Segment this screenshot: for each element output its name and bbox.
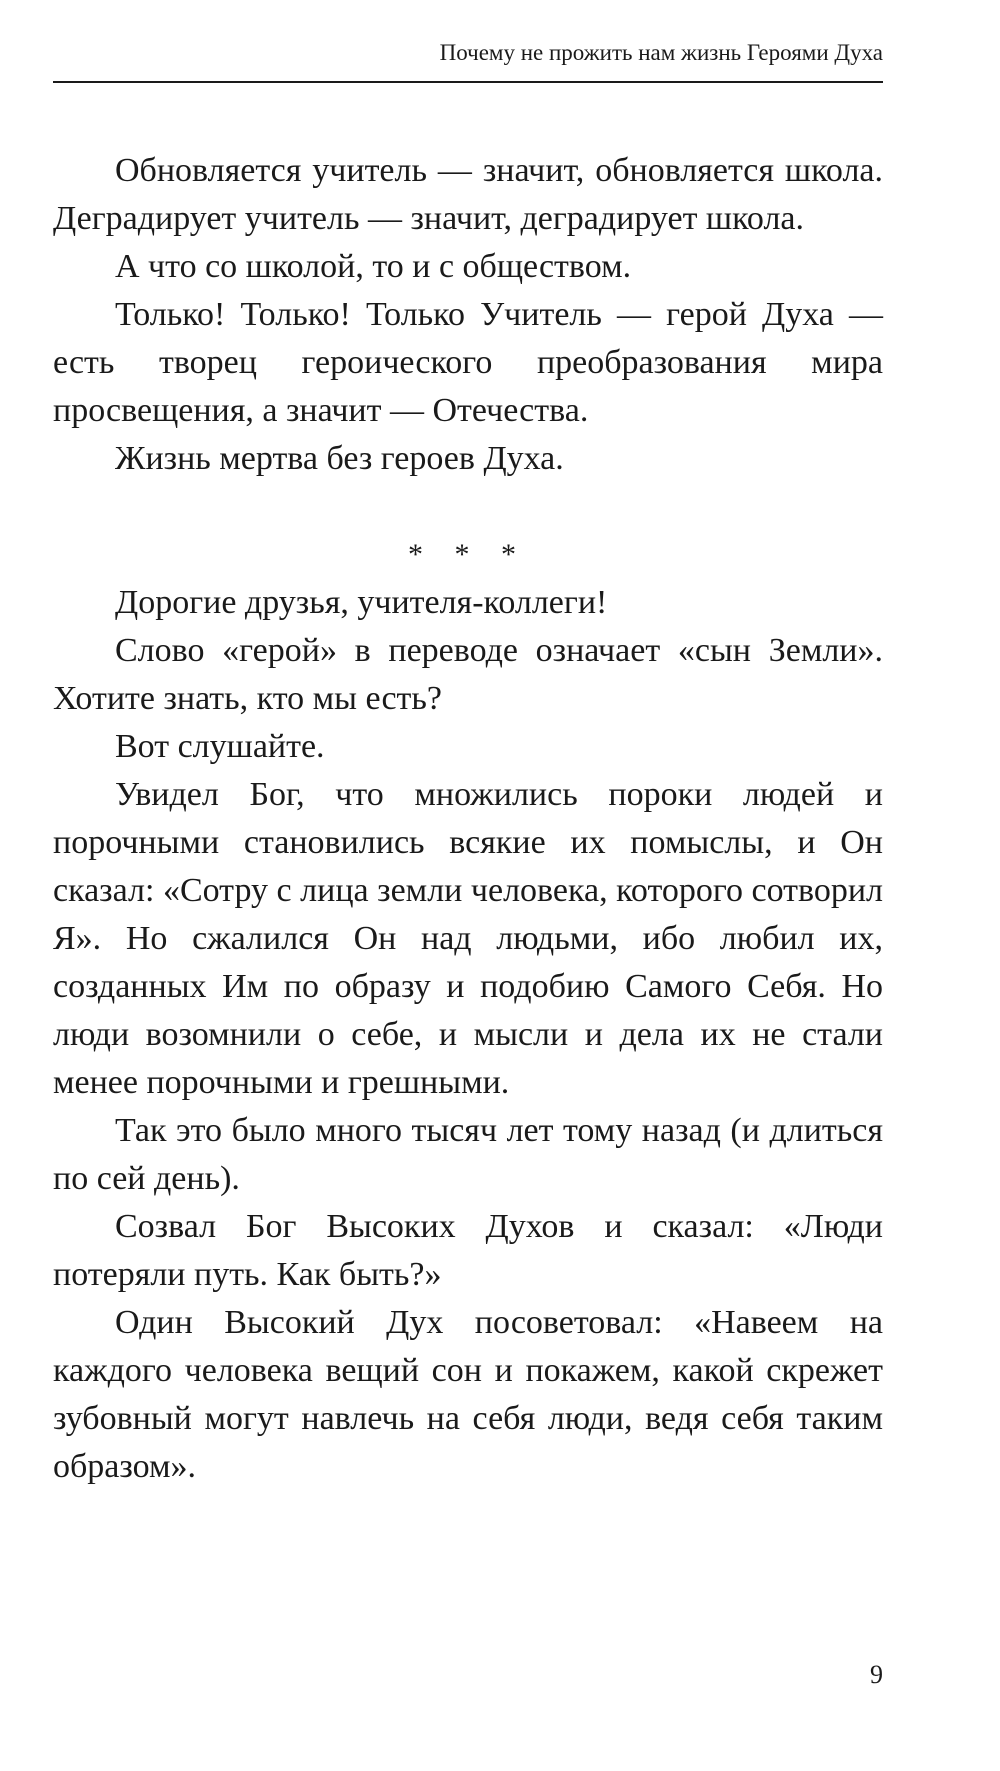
paragraph: Слово «герой» в переводе означает «сын Земли». Хотите знать, кто мы есть?	[53, 632, 883, 717]
body-text	[53, 147, 883, 1491]
section-separator: * * *	[408, 538, 528, 571]
paragraph: Созвал Бог Высоких Духов и сказал: «Люди потеряли путь. Как быть?»	[53, 1208, 883, 1293]
page-number: 9	[870, 1660, 883, 1689]
header-rule	[53, 81, 883, 83]
paragraph: Один Высокий Дух посоветовал: «Навеем на каждого человека вещий сон и покажем, какой скрежет зубовный могут навлечь на себя люди, ведя себя таким образом».	[53, 1304, 883, 1485]
paragraph: Только! Только! Только Учитель — герой Духа — есть творец героического преобразования мира просвещения, а значит — Отечества.	[53, 296, 883, 429]
running-head: Почему не прожить нам жизнь Героями Духа	[439, 40, 883, 65]
paragraph: А что со школой, то и с обществом.	[115, 248, 632, 285]
paragraph: Так это было много тысяч лет тому назад (и длиться по сей день).	[53, 1112, 883, 1197]
paragraph: Дорогие друзья, учителя-коллеги!	[115, 584, 608, 621]
paragraph: Жизнь мертва без героев Духа.	[115, 440, 564, 477]
paragraph: Обновляется учитель — значит, обновляется школа. Деградирует учитель — значит, деградирует школа.	[53, 152, 883, 237]
paragraph: Вот слушайте.	[115, 728, 325, 765]
paragraph: Увидел Бог, что множились пороки людей и порочными становились всякие их помыслы, и Он сказал: «Сотру с лица земли человека, которого сотворил Я». Но сжалился Он над людьми, ибо любил их, созданных Им по образу и подобию Самого Себя. Но люди возомнили о себе, и мысли и дела их не стали менее порочными и грешными.	[53, 776, 883, 1101]
